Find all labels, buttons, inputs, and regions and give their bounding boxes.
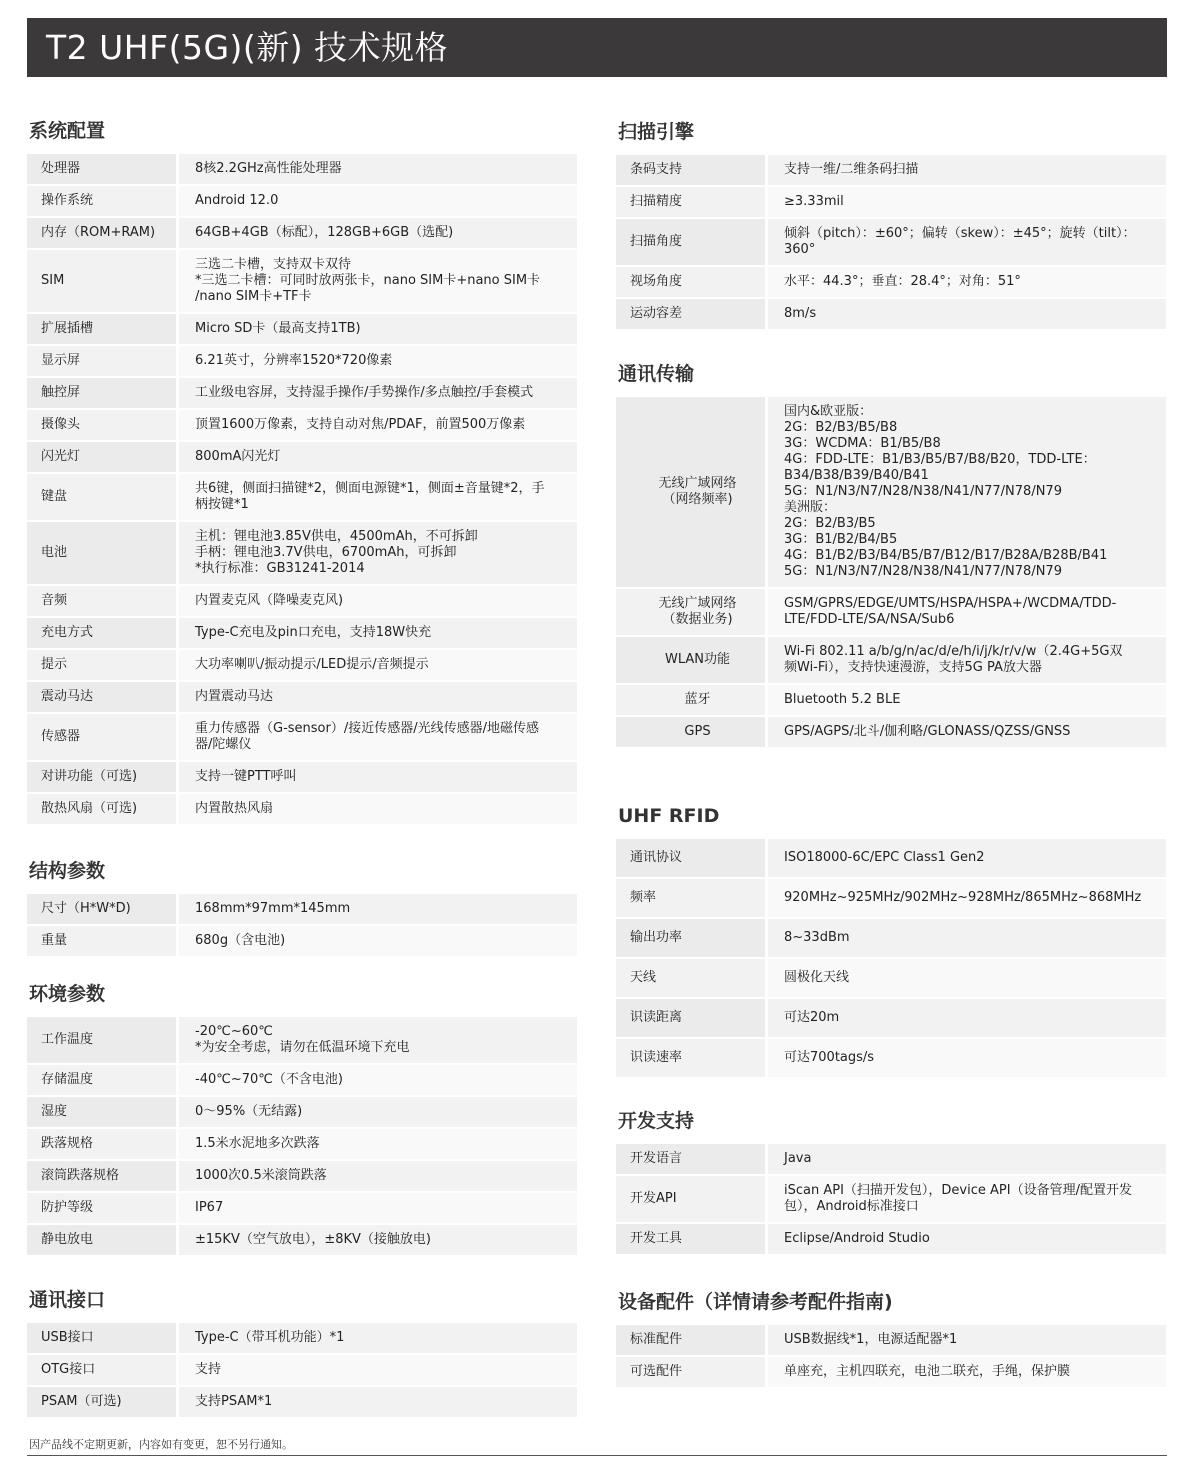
spec-key: 震动马达 xyxy=(27,682,179,712)
spec-value: 8~33dBm xyxy=(768,919,1166,957)
spec-key: 蓝牙 xyxy=(616,685,768,715)
spec-row xyxy=(27,1225,577,1255)
spec-key: 摄像头 xyxy=(27,410,179,440)
spec-key: 显示屏 xyxy=(27,346,179,376)
spec-row xyxy=(27,926,577,956)
spec-key: 识读距离 xyxy=(616,999,768,1037)
spec-value: 主机：锂电池3.85V供电，4500mAh，不可拆卸 手柄：锂电池3.7V供电，6700mAh，可拆卸 *执行标准：GB31241-2014 xyxy=(179,522,577,584)
right-section-4 xyxy=(616,1289,1166,1389)
spec-value: 倾斜（pitch）：±60°；偏转（skew）：±45°；旋转（tilt）： 360° xyxy=(768,219,1166,265)
spec-value: 6.21英寸，分辨率1520*720像素 xyxy=(179,346,577,376)
spec-row xyxy=(616,919,1166,957)
spec-row xyxy=(616,1176,1166,1222)
spec-key: 通讯协议 xyxy=(616,839,768,877)
spec-key: 扫描精度 xyxy=(616,187,768,217)
spec-key: 开发语言 xyxy=(616,1144,768,1174)
spec-value: USB数据线*1，电源适配器*1 xyxy=(768,1325,1166,1355)
spec-value: 680g（含电池) xyxy=(179,926,577,956)
spec-value: 可达700tags/s xyxy=(768,1039,1166,1077)
spec-key: 视场角度 xyxy=(616,267,768,297)
spec-value: GPS/AGPS/北斗/伽利略/GLONASS/QZSS/GNSS xyxy=(768,717,1166,747)
page-title: T2 UHF(5G)(新) 技术规格 xyxy=(27,18,1167,77)
spec-row xyxy=(27,1323,577,1353)
spec-table xyxy=(616,837,1166,1079)
spec-value: Wi-Fi 802.11 a/b/g/n/ac/d/e/h/i/j/k/r/v/w（2.4G+5G双 频Wi-Fi），支持快速漫游，支持5G PA放大器 xyxy=(768,637,1166,683)
spec-key: 存储温度 xyxy=(27,1065,179,1095)
spec-row xyxy=(616,959,1166,997)
left-section-3 xyxy=(27,1287,577,1419)
spec-row xyxy=(616,589,1166,635)
spec-key: 防护等级 xyxy=(27,1193,179,1223)
spec-key: 开发工具 xyxy=(616,1224,768,1254)
spec-key: 尺寸（H*W*D) xyxy=(27,894,179,924)
spec-value: 64GB+4GB（标配），128GB+6GB（选配) xyxy=(179,218,577,248)
spec-row xyxy=(27,682,577,712)
spec-row xyxy=(616,999,1166,1037)
spec-row xyxy=(616,219,1166,265)
spec-row xyxy=(27,762,577,792)
spec-row xyxy=(27,1161,577,1191)
spec-key: 无线广域网络 （网络频率) xyxy=(616,397,768,587)
spec-table xyxy=(27,892,577,958)
spec-row xyxy=(27,586,577,616)
spec-value: 支持PSAM*1 xyxy=(179,1387,577,1417)
left-section-1 xyxy=(27,858,577,958)
spec-row xyxy=(27,218,577,248)
spec-row xyxy=(27,1065,577,1095)
spec-row xyxy=(27,894,577,924)
spec-row xyxy=(616,267,1166,297)
spec-row xyxy=(616,1144,1166,1174)
spec-value: iScan API（扫描开发包），Device API（设备管理/配置开发 包），Android标准接口 xyxy=(768,1176,1166,1222)
spec-key: 无线广域网络 （数据业务) xyxy=(616,589,768,635)
spec-key: 天线 xyxy=(616,959,768,997)
section-title: 开发支持 xyxy=(618,1110,695,1132)
spec-value: 圆极化天线 xyxy=(768,959,1166,997)
spec-key: 操作系统 xyxy=(27,186,179,216)
spec-key: 频率 xyxy=(616,879,768,917)
spec-value: -20℃~60℃ *为安全考虑，请勿在低温环境下充电 xyxy=(179,1017,577,1063)
spec-value: Bluetooth 5.2 BLE xyxy=(768,685,1166,715)
spec-key: 静电放电 xyxy=(27,1225,179,1255)
right-section-0 xyxy=(616,119,1166,331)
spec-value: 920MHz~925MHz/902MHz~928MHz/865MHz~868MHz xyxy=(768,879,1166,917)
spec-row xyxy=(27,1193,577,1223)
spec-key: 触控屏 xyxy=(27,378,179,408)
spec-table xyxy=(616,153,1166,331)
section-title: 环境参数 xyxy=(29,983,106,1005)
spec-value: 0～95%（无结露) xyxy=(179,1097,577,1127)
spec-row xyxy=(27,314,577,344)
spec-row xyxy=(616,1357,1166,1387)
spec-value: 8m/s xyxy=(768,299,1166,329)
spec-value: ±15KV（空气放电），±8KV（接触放电) xyxy=(179,1225,577,1255)
spec-value: 8核2.2GHz高性能处理器 xyxy=(179,154,577,184)
spec-key: 运动容差 xyxy=(616,299,768,329)
spec-key: 标准配件 xyxy=(616,1325,768,1355)
spec-row xyxy=(27,714,577,760)
spec-value: 1.5米水泥地多次跌落 xyxy=(179,1129,577,1159)
spec-key: 输出功率 xyxy=(616,919,768,957)
spec-value: 大功率喇叭/振动提示/LED提示/音频提示 xyxy=(179,650,577,680)
left-section-2 xyxy=(27,981,577,1257)
spec-key: 散热风扇（可选) xyxy=(27,794,179,824)
spec-value: 内置麦克风（降噪麦克风) xyxy=(179,586,577,616)
spec-key: SIM xyxy=(27,250,179,312)
spec-value: 重力传感器（G-sensor）/接近传感器/光线传感器/地磁传感 器/陀螺仪 xyxy=(179,714,577,760)
spec-row xyxy=(616,187,1166,217)
spec-value: 顶置1600万像素，支持自动对焦/PDAF，前置500万像素 xyxy=(179,410,577,440)
spec-row xyxy=(27,618,577,648)
spec-table xyxy=(27,1015,577,1257)
spec-value: Type-C（带耳机功能）*1 xyxy=(179,1323,577,1353)
spec-value: Type-C充电及pin口充电，支持18W快充 xyxy=(179,618,577,648)
spec-key: 电池 xyxy=(27,522,179,584)
spec-value: 支持一键PTT呼叫 xyxy=(179,762,577,792)
spec-key: USB接口 xyxy=(27,1323,179,1353)
spec-table xyxy=(616,1142,1166,1256)
spec-row xyxy=(616,1039,1166,1077)
section-title: 扫描引擎 xyxy=(618,121,695,143)
spec-value: Java xyxy=(768,1144,1166,1174)
spec-row xyxy=(27,378,577,408)
spec-value: 工业级电容屏，支持湿手操作/手势操作/多点触控/手套模式 xyxy=(179,378,577,408)
spec-row xyxy=(616,155,1166,185)
spec-row xyxy=(27,794,577,824)
spec-key: 内存（ROM+RAM) xyxy=(27,218,179,248)
spec-row xyxy=(27,650,577,680)
spec-value: 支持一维/二维条码扫描 xyxy=(768,155,1166,185)
right-section-1 xyxy=(616,361,1166,749)
spec-key: 键盘 xyxy=(27,474,179,520)
spec-value: Micro SD卡（最高支持1TB) xyxy=(179,314,577,344)
spec-row xyxy=(616,299,1166,329)
spec-value: 共6键，侧面扫描键*2，侧面电源键*1，侧面±音量键*2，手 柄按键*1 xyxy=(179,474,577,520)
section-title: 结构参数 xyxy=(29,860,106,882)
spec-key: 扩展插槽 xyxy=(27,314,179,344)
spec-value: Android 12.0 xyxy=(179,186,577,216)
spec-row xyxy=(616,685,1166,715)
section-title: 设备配件（详情请参考配件指南) xyxy=(618,1291,893,1313)
spec-table xyxy=(616,1323,1166,1389)
spec-key: 充电方式 xyxy=(27,618,179,648)
spec-row xyxy=(27,1387,577,1417)
spec-row xyxy=(27,474,577,520)
spec-row xyxy=(27,186,577,216)
spec-table xyxy=(616,395,1166,749)
footer-note: 因产品线不定期更新，内容如有变更，恕不另行通知。 xyxy=(29,1438,293,1451)
spec-value: 三选二卡槽，支持双卡双待 *三选二卡槽：可同时放两张卡，nano SIM卡+nano SIM卡 /nano SIM卡+TF卡 xyxy=(179,250,577,312)
section-title: 通讯传输 xyxy=(618,363,695,385)
spec-row xyxy=(27,1097,577,1127)
spec-value: -40℃~70℃（不含电池) xyxy=(179,1065,577,1095)
spec-value: 单座充，主机四联充，电池二联充，手绳，保护膜 xyxy=(768,1357,1166,1387)
spec-key: 传感器 xyxy=(27,714,179,760)
spec-key: 扫描角度 xyxy=(616,219,768,265)
spec-key: 提示 xyxy=(27,650,179,680)
spec-row xyxy=(27,250,577,312)
spec-row xyxy=(27,1017,577,1063)
spec-row xyxy=(27,1355,577,1385)
left-section-0 xyxy=(27,118,577,826)
spec-value: 可达20m xyxy=(768,999,1166,1037)
spec-key: 滚筒跌落规格 xyxy=(27,1161,179,1191)
spec-value: 水平：44.3°；垂直：28.4°；对角：51° xyxy=(768,267,1166,297)
spec-key: 可选配件 xyxy=(616,1357,768,1387)
spec-key: GPS xyxy=(616,717,768,747)
section-title: UHF RFID xyxy=(618,805,720,827)
footer-divider xyxy=(27,1455,1167,1456)
section-title: 通讯接口 xyxy=(29,1289,106,1311)
spec-row xyxy=(27,154,577,184)
spec-key: 重量 xyxy=(27,926,179,956)
spec-row xyxy=(27,1129,577,1159)
spec-value: ISO18000-6C/EPC Class1 Gen2 xyxy=(768,839,1166,877)
spec-key: 湿度 xyxy=(27,1097,179,1127)
spec-value: 内置散热风扇 xyxy=(179,794,577,824)
spec-value: 800mA闪光灯 xyxy=(179,442,577,472)
spec-value: Eclipse/Android Studio xyxy=(768,1224,1166,1254)
spec-key: 工作温度 xyxy=(27,1017,179,1063)
spec-key: 音频 xyxy=(27,586,179,616)
spec-value: 1000次0.5米滚筒跌落 xyxy=(179,1161,577,1191)
spec-row xyxy=(616,879,1166,917)
spec-key: 闪光灯 xyxy=(27,442,179,472)
spec-key: PSAM（可选) xyxy=(27,1387,179,1417)
spec-key: 识读速率 xyxy=(616,1039,768,1077)
spec-row xyxy=(27,410,577,440)
spec-value: IP67 xyxy=(179,1193,577,1223)
spec-table xyxy=(27,1321,577,1419)
spec-value: 内置震动马达 xyxy=(179,682,577,712)
spec-row xyxy=(616,1325,1166,1355)
section-title: 系统配置 xyxy=(29,120,106,142)
spec-key: 跌落规格 xyxy=(27,1129,179,1159)
right-section-3 xyxy=(616,1108,1166,1256)
spec-row xyxy=(27,346,577,376)
spec-key: 处理器 xyxy=(27,154,179,184)
spec-row xyxy=(616,717,1166,747)
spec-key: WLAN功能 xyxy=(616,637,768,683)
right-section-2 xyxy=(616,803,1166,1079)
spec-value: GSM/GPRS/EDGE/UMTS/HSPA/HSPA+/WCDMA/TDD- LTE/FDD-LTE/SA/NSA/Sub6 xyxy=(768,589,1166,635)
spec-value: 支持 xyxy=(179,1355,577,1385)
spec-row xyxy=(616,1224,1166,1254)
spec-row xyxy=(27,522,577,584)
spec-key: 条码支持 xyxy=(616,155,768,185)
spec-key: OTG接口 xyxy=(27,1355,179,1385)
spec-key: 对讲功能（可选) xyxy=(27,762,179,792)
spec-value: 国内&欧亚版： 2G：B2/B3/B5/B8 3G：WCDMA：B1/B5/B8 4G：FDD-LTE：B1/B3/B5/B7/B8/B20，TDD-LTE： B34/B38/B39/B40/B41 5G：N1/N3/N7/N28/N38/N41/N77/N78/N79 美洲版： 2G：B2/B3/B5 3G：B1/B2/B4/B5 4G：B1/B2/B3/B4/B5/B7/B12/B17/B28A/B28B/B41 5G：N1/N3/N7/N28/N38/N41/N77/N78/N79 xyxy=(768,397,1166,587)
spec-row xyxy=(27,442,577,472)
spec-key: 开发API xyxy=(616,1176,768,1222)
spec-value: 168mm*97mm*145mm xyxy=(179,894,577,924)
spec-row xyxy=(616,839,1166,877)
spec-row xyxy=(616,637,1166,683)
spec-row xyxy=(616,397,1166,587)
spec-value: ≥3.33mil xyxy=(768,187,1166,217)
spec-table xyxy=(27,152,577,826)
